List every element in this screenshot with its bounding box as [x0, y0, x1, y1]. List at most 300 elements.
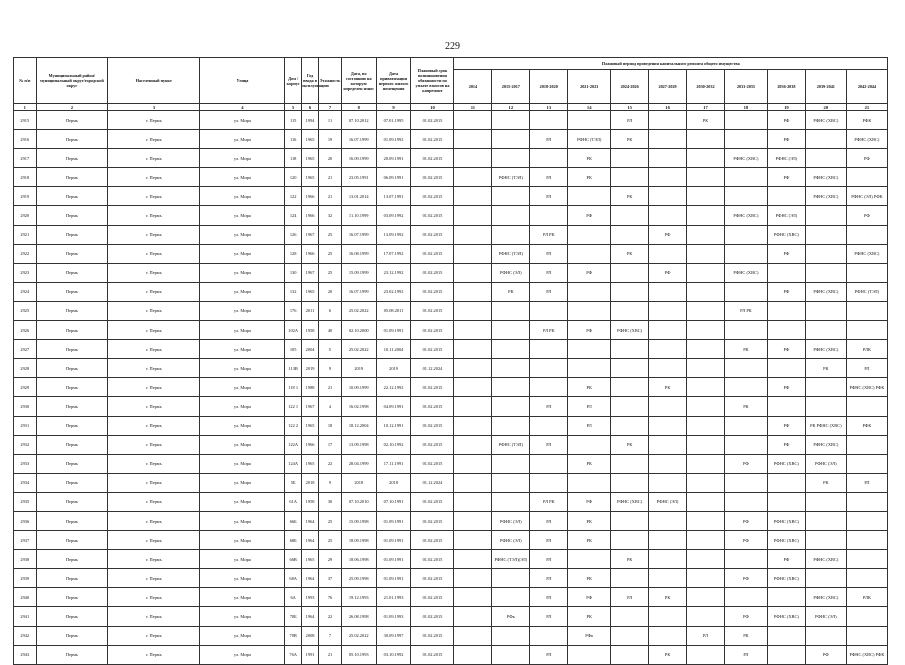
cell-street: ул. Мира: [200, 397, 285, 416]
cell-date1: 25.09.1998: [341, 569, 376, 588]
cell-date2: 04.09.1991: [376, 397, 411, 416]
cell-year: 1994: [301, 111, 318, 130]
cell-street: ул. Мира: [200, 340, 285, 359]
cell-floors: 25: [319, 511, 342, 530]
cell-settlement: г. Пермь: [108, 149, 200, 168]
cell-floors: 32: [319, 206, 342, 225]
cell-num: 2920: [14, 206, 37, 225]
cell-num: 2917: [14, 149, 37, 168]
column-number: 7: [319, 104, 342, 111]
cell-street: ул. Мира: [200, 301, 285, 320]
cell-period: РК: [568, 511, 611, 530]
cell-period: [767, 321, 805, 340]
cell-settlement: г. Пермь: [108, 321, 200, 340]
cell-period: [687, 550, 725, 569]
column-number: 5: [285, 104, 301, 111]
cell-period: [611, 645, 649, 664]
cell-period: [805, 626, 846, 645]
cell-period: [568, 187, 611, 206]
cell-street: ул. Мира: [200, 531, 285, 550]
cell-period: РЛ: [530, 244, 568, 263]
cell-district: Пермь: [36, 321, 108, 340]
cell-period: [492, 397, 530, 416]
cell-year: 1967: [301, 263, 318, 282]
cell-street: ул. Мира: [200, 626, 285, 645]
cell-term: 01.02.2015: [411, 340, 454, 359]
cell-period: [805, 397, 846, 416]
cell-num: 2937: [14, 531, 37, 550]
cell-period: [492, 454, 530, 473]
cell-period: [454, 206, 492, 225]
cell-period: РФК: [846, 111, 887, 130]
cell-street: ул. Мира: [200, 206, 285, 225]
cell-period: [724, 111, 767, 130]
cell-period: [611, 416, 649, 435]
cell-period: [492, 301, 530, 320]
cell-period: [846, 511, 887, 530]
cell-date2: 01.09.1991: [376, 550, 411, 569]
table-row: [14, 168, 888, 187]
cell-street: ул. Мира: [200, 149, 285, 168]
cell-period: РК: [611, 550, 649, 569]
cell-num: 2934: [14, 473, 37, 492]
cell-term: 01.02.2015: [411, 645, 454, 664]
cell-period: РФНС (ХВС): [767, 531, 805, 550]
cell-period: [649, 531, 687, 550]
cell-period: [767, 187, 805, 206]
table-row: [14, 378, 888, 397]
cell-house: 68Б: [285, 531, 301, 550]
cell-period: РФНС (ТЭЛ): [492, 435, 530, 454]
cell-period: [687, 149, 725, 168]
cell-period: РФ: [568, 588, 611, 607]
page-number: 229: [445, 41, 460, 52]
cell-period: [611, 149, 649, 168]
cell-period: [687, 282, 725, 301]
cell-period: [687, 378, 725, 397]
cell-num: 2918: [14, 168, 37, 187]
capital-repair-table: [13, 57, 888, 665]
cell-street: ул. Мира: [200, 435, 285, 454]
cell-period: РЛ: [530, 130, 568, 149]
cell-period: [805, 569, 846, 588]
cell-period: [568, 550, 611, 569]
cell-year: 1964: [301, 511, 318, 530]
column-number: 9: [376, 104, 411, 111]
cell-floors: 21: [319, 645, 342, 664]
cell-period: РЛ: [568, 397, 611, 416]
cell-period: РК: [611, 187, 649, 206]
cell-period: РК: [724, 626, 767, 645]
header-year: Год ввода в эксплуатацию: [301, 58, 318, 104]
cell-date1: 16.08.1999: [341, 244, 376, 263]
cell-period: [530, 473, 568, 492]
cell-street: ул. Мира: [200, 187, 285, 206]
cell-period: [846, 435, 887, 454]
cell-street: ул. Мира: [200, 416, 285, 435]
cell-house: 122 2: [285, 416, 301, 435]
cell-period: [492, 416, 530, 435]
cell-period: РЛ: [530, 607, 568, 626]
table-row: [14, 111, 888, 130]
column-number: 16: [649, 104, 687, 111]
cell-period: РЛ: [530, 569, 568, 588]
cell-house: 118: [285, 149, 301, 168]
cell-settlement: г. Пермь: [108, 263, 200, 282]
cell-floors: 25: [319, 244, 342, 263]
cell-period: [687, 531, 725, 550]
cell-period: [724, 416, 767, 435]
table-row: [14, 607, 888, 626]
cell-street: ул. Мира: [200, 321, 285, 340]
cell-period: [805, 321, 846, 340]
table-row: [14, 321, 888, 340]
cell-settlement: г. Пермь: [108, 244, 200, 263]
cell-period: [568, 435, 611, 454]
cell-period: [454, 187, 492, 206]
cell-period: [846, 301, 887, 320]
header-date-privatization: Дата приватизации первого жилого помещения: [376, 58, 411, 104]
cell-floors: 29: [319, 550, 342, 569]
cell-period: [767, 397, 805, 416]
cell-house: 115: [285, 111, 301, 130]
cell-date1: 11.10.1999: [341, 206, 376, 225]
cell-period: [611, 378, 649, 397]
cell-house: 68А: [285, 569, 301, 588]
cell-period: РЛ: [530, 588, 568, 607]
cell-floors: 30: [319, 492, 342, 511]
cell-period: [611, 397, 649, 416]
cell-period: РФНС (ХВС): [805, 282, 846, 301]
cell-period: [568, 359, 611, 378]
cell-period: [687, 435, 725, 454]
cell-district: Пермь: [36, 511, 108, 530]
cell-period: РФНС (ЭЛ) РФК: [846, 187, 887, 206]
cell-period: РФ: [724, 607, 767, 626]
cell-period: [454, 626, 492, 645]
cell-street: ул. Мира: [200, 225, 285, 244]
cell-period: РФНС (ТЭЛ): [492, 168, 530, 187]
cell-house: 124: [285, 206, 301, 225]
cell-period: РК: [805, 359, 846, 378]
cell-settlement: г. Пермь: [108, 607, 200, 626]
cell-year: 1964: [301, 569, 318, 588]
cell-street: ул. Мира: [200, 588, 285, 607]
cell-term: 01.02.2015: [411, 149, 454, 168]
cell-period: [805, 206, 846, 225]
cell-floors: 21: [319, 187, 342, 206]
cell-settlement: г. Пермь: [108, 187, 200, 206]
cell-date1: 16.07.1999: [341, 225, 376, 244]
cell-period: РК: [568, 531, 611, 550]
cell-period: [724, 550, 767, 569]
cell-house: 5Б: [285, 473, 301, 492]
cell-period: РЛ: [568, 416, 611, 435]
cell-date1: 2018: [341, 473, 376, 492]
cell-period: [687, 359, 725, 378]
cell-year: 1965: [301, 416, 318, 435]
cell-period: РФНС (ЭЛ): [805, 454, 846, 473]
cell-settlement: г. Пермь: [108, 626, 200, 645]
cell-floors: 17: [319, 435, 342, 454]
cell-period: РЛ: [530, 187, 568, 206]
cell-period: [568, 301, 611, 320]
cell-period: РК: [611, 130, 649, 149]
cell-period: [492, 645, 530, 664]
cell-period: [649, 397, 687, 416]
cell-period: [649, 149, 687, 168]
table-row: [14, 492, 888, 511]
cell-street: ул. Мира: [200, 645, 285, 664]
cell-street: ул. Мира: [200, 454, 285, 473]
cell-period: РЛ РК: [724, 301, 767, 320]
cell-period: [530, 111, 568, 130]
cell-period: [649, 511, 687, 530]
cell-num: 2935: [14, 492, 37, 511]
cell-period: РФ: [767, 282, 805, 301]
cell-house: 66Б: [285, 511, 301, 530]
cell-street: ул. Мира: [200, 569, 285, 588]
table-row: [14, 340, 888, 359]
cell-date2: 30.09.1997: [376, 626, 411, 645]
cell-floors: 9: [319, 473, 342, 492]
cell-period: [454, 435, 492, 454]
cell-period: [649, 282, 687, 301]
cell-year: 1966: [301, 206, 318, 225]
cell-period: РФНС (ХВС): [724, 263, 767, 282]
column-number: 10: [411, 104, 454, 111]
cell-district: Пермь: [36, 607, 108, 626]
cell-period: РФНС (ХВС): [805, 588, 846, 607]
cell-year: 2018: [301, 473, 318, 492]
cell-period: РФ: [724, 531, 767, 550]
cell-period: РК: [649, 645, 687, 664]
cell-term: 01.02.2015: [411, 321, 454, 340]
cell-term: 01.02.2015: [411, 111, 454, 130]
cell-settlement: г. Пермь: [108, 492, 200, 511]
cell-num: 2941: [14, 607, 37, 626]
cell-period: РЛ: [611, 111, 649, 130]
cell-district: Пермь: [36, 626, 108, 645]
cell-district: Пермь: [36, 416, 108, 435]
cell-settlement: г. Пермь: [108, 206, 200, 225]
cell-period: [846, 168, 887, 187]
cell-num: 2932: [14, 435, 37, 454]
cell-period: РФНС (ТЭЛ): [568, 130, 611, 149]
column-number: 17: [687, 104, 725, 111]
cell-floors: 5: [319, 340, 342, 359]
cell-period: РФНС (ХВС): [724, 206, 767, 225]
table-row: [14, 206, 888, 225]
cell-district: Пермь: [36, 645, 108, 664]
cell-period: [687, 321, 725, 340]
cell-period: [687, 645, 725, 664]
cell-num: 2943: [14, 645, 37, 664]
cell-period: [611, 359, 649, 378]
cell-period: [530, 206, 568, 225]
cell-house: 76А: [285, 645, 301, 664]
cell-period: [767, 301, 805, 320]
cell-house: 66В: [285, 550, 301, 569]
cell-settlement: г. Пермь: [108, 588, 200, 607]
cell-period: [492, 378, 530, 397]
cell-period: РК: [649, 588, 687, 607]
cell-house: 113В: [285, 359, 301, 378]
cell-period: [805, 149, 846, 168]
cell-floors: 19: [319, 130, 342, 149]
cell-settlement: г. Пермь: [108, 397, 200, 416]
cell-period: РФНС (ХВС): [767, 569, 805, 588]
cell-period: [724, 225, 767, 244]
cell-floors: 25: [319, 531, 342, 550]
header-period: 2039-2041: [805, 70, 846, 104]
cell-date1: 07.10.2012: [341, 111, 376, 130]
table-row: [14, 130, 888, 149]
cell-district: Пермь: [36, 531, 108, 550]
column-number: 19: [767, 104, 805, 111]
cell-year: 1966: [301, 244, 318, 263]
cell-period: [454, 588, 492, 607]
cell-floors: 21: [319, 168, 342, 187]
cell-date1: 19.12.1993: [341, 588, 376, 607]
cell-period: РФНС (ЭЛ): [767, 206, 805, 225]
cell-period: [454, 168, 492, 187]
cell-settlement: г. Пермь: [108, 130, 200, 149]
cell-period: РК: [568, 378, 611, 397]
cell-date2: 2018: [376, 473, 411, 492]
cell-period: [687, 569, 725, 588]
header-period: 2033-2035: [724, 70, 767, 104]
column-number: 15: [611, 104, 649, 111]
cell-period: РФ: [767, 378, 805, 397]
cell-period: [724, 187, 767, 206]
cell-period: [454, 378, 492, 397]
cell-term: 01.12.2024: [411, 473, 454, 492]
cell-period: [611, 531, 649, 550]
cell-date2: 01.09.1991: [376, 321, 411, 340]
cell-year: 1965: [301, 550, 318, 569]
cell-period: РФ: [568, 206, 611, 225]
cell-year: 1991: [301, 645, 318, 664]
header-period-group: Плановый период проведения капитального ремонта общего имущества: [454, 58, 888, 70]
cell-period: [649, 168, 687, 187]
cell-period: РФНС (ЭЛ): [805, 607, 846, 626]
cell-period: РФ: [649, 263, 687, 282]
cell-period: [492, 359, 530, 378]
cell-floors: 20: [319, 149, 342, 168]
cell-year: 2019: [301, 359, 318, 378]
cell-period: [724, 588, 767, 607]
cell-term: 01.02.2015: [411, 492, 454, 511]
cell-period: [724, 359, 767, 378]
cell-period: [568, 282, 611, 301]
cell-period: [687, 416, 725, 435]
cell-period: РФ: [805, 645, 846, 664]
cell-period: РФ: [846, 206, 887, 225]
table-row: [14, 550, 888, 569]
cell-period: [687, 225, 725, 244]
cell-period: РЛ: [687, 626, 725, 645]
column-number: 1: [14, 104, 37, 111]
cell-period: РФ: [846, 149, 887, 168]
header-date-obligation: Дата, по состоянию на которую определен износ: [341, 58, 376, 104]
cell-term: 01.02.2015: [411, 416, 454, 435]
cell-period: РЛ: [846, 473, 887, 492]
cell-num: 2915: [14, 111, 37, 130]
cell-floors: 6: [319, 301, 342, 320]
cell-term: 01.02.2015: [411, 263, 454, 282]
cell-term: 01.02.2015: [411, 588, 454, 607]
cell-period: РК: [687, 111, 725, 130]
table-row: [14, 473, 888, 492]
cell-settlement: г. Пермь: [108, 435, 200, 454]
cell-period: [649, 359, 687, 378]
cell-period: [530, 301, 568, 320]
cell-house: 61А: [285, 492, 301, 511]
column-number: 6: [301, 104, 318, 111]
cell-period: [649, 130, 687, 149]
cell-period: РЛ: [530, 435, 568, 454]
cell-period: [687, 340, 725, 359]
cell-date1: 05.10.1993: [341, 645, 376, 664]
column-number: 13: [530, 104, 568, 111]
cell-district: Пермь: [36, 550, 108, 569]
cell-period: [454, 340, 492, 359]
table-row: [14, 263, 888, 282]
cell-period: РФ: [767, 244, 805, 263]
cell-date1: 18.09.1998: [341, 531, 376, 550]
table-row: [14, 244, 888, 263]
cell-period: [492, 340, 530, 359]
cell-period: [611, 511, 649, 530]
cell-period: [687, 206, 725, 225]
cell-street: ул. Мира: [200, 511, 285, 530]
cell-num: 2929: [14, 378, 37, 397]
cell-period: [846, 225, 887, 244]
cell-period: [454, 454, 492, 473]
cell-period: РФНС (ХВС): [805, 550, 846, 569]
cell-date2: 01.09.1991: [376, 511, 411, 530]
cell-period: [611, 282, 649, 301]
cell-period: [687, 607, 725, 626]
table-row: [14, 569, 888, 588]
cell-house: 122: [285, 187, 301, 206]
cell-year: 2011: [301, 301, 318, 320]
column-number: 12: [492, 104, 530, 111]
cell-period: [846, 492, 887, 511]
cell-settlement: г. Пермь: [108, 111, 200, 130]
cell-period: РФНС (ТЭЛ): [846, 282, 887, 301]
cell-period: [846, 263, 887, 282]
cell-period: [649, 473, 687, 492]
cell-date2: 17.07.1992: [376, 244, 411, 263]
cell-period: [846, 321, 887, 340]
cell-period: [805, 301, 846, 320]
cell-period: [649, 111, 687, 130]
cell-period: [611, 454, 649, 473]
cell-period: [687, 168, 725, 187]
cell-period: [805, 130, 846, 149]
cell-year: 1964: [301, 531, 318, 550]
cell-term: 01.02.2015: [411, 244, 454, 263]
cell-period: [454, 550, 492, 569]
cell-period: РФ: [767, 340, 805, 359]
cell-period: [687, 263, 725, 282]
column-number: 2: [36, 104, 108, 111]
cell-date1: 26.08.1998: [341, 607, 376, 626]
cell-year: 1966: [301, 435, 318, 454]
cell-period: РФ: [767, 111, 805, 130]
